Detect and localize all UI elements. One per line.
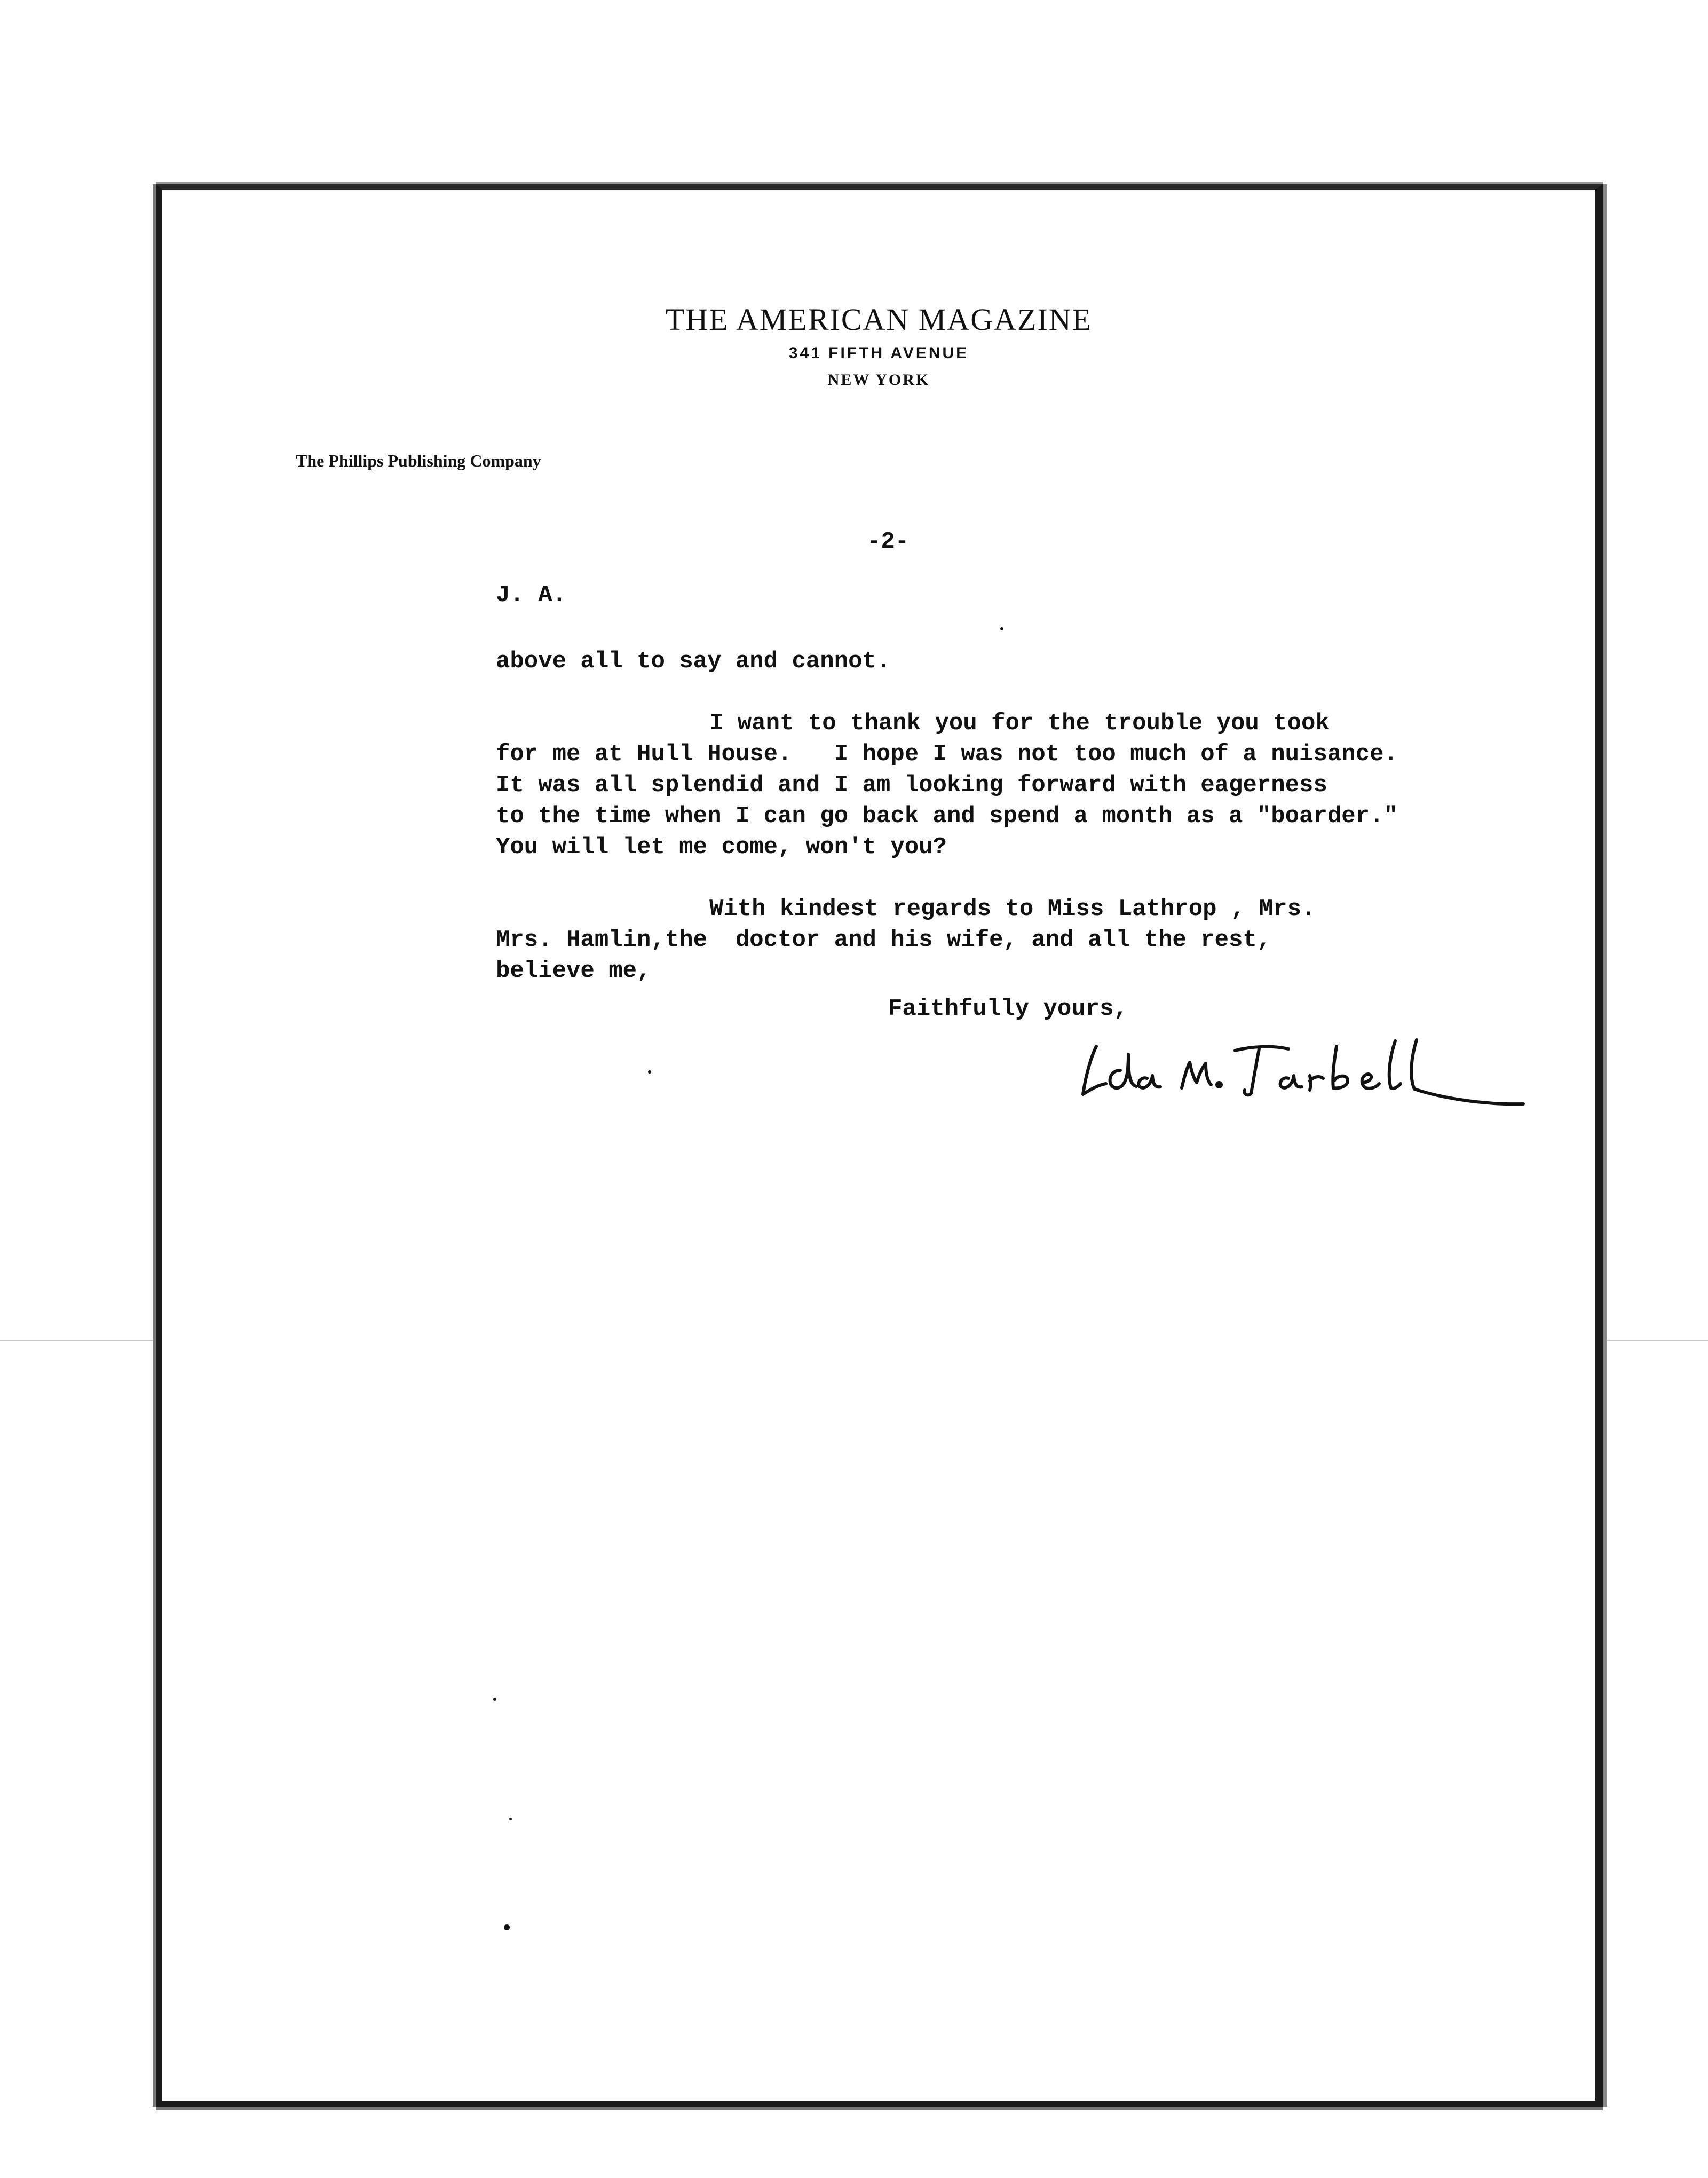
closing: Faithfully yours, xyxy=(888,996,1128,1022)
letterhead-address: 341 FIFTH AVENUE xyxy=(788,344,969,362)
body-line: I want to thank you for the trouble you took xyxy=(709,710,1330,737)
body-line: With kindest regards to Miss Lathrop , Mrs. xyxy=(709,896,1316,922)
page-number: -2- xyxy=(867,528,910,555)
letter-body xyxy=(496,646,1398,987)
letter-page xyxy=(156,184,1603,2107)
speck xyxy=(509,1818,512,1820)
speck xyxy=(648,1070,651,1074)
letterhead-city: NEW YORK xyxy=(827,371,930,389)
company-name: The Phillips Publishing Company xyxy=(296,451,541,470)
body-line: believe me, xyxy=(496,958,651,984)
speck xyxy=(1000,627,1003,630)
salutation: J. A. xyxy=(496,582,567,609)
body-line: Mrs. Hamlin,the doctor and his wife, and all the rest, xyxy=(496,927,1271,953)
speck xyxy=(504,1924,510,1930)
speck xyxy=(493,1698,496,1701)
handwritten-signature xyxy=(1075,1025,1529,1110)
body-line: It was all splendid and I am looking forward with eagerness xyxy=(496,772,1327,799)
body-line: to the time when I can go back and spend a month as a "boarder." xyxy=(496,803,1398,830)
body-line: You will let me come, won't you? xyxy=(496,834,947,861)
body-line: for me at Hull House. I hope I was not too much of a nuisance. xyxy=(496,741,1398,768)
letterhead-title: THE AMERICAN MAGAZINE xyxy=(665,302,1093,337)
body-line: above all to say and cannot. xyxy=(496,648,891,675)
